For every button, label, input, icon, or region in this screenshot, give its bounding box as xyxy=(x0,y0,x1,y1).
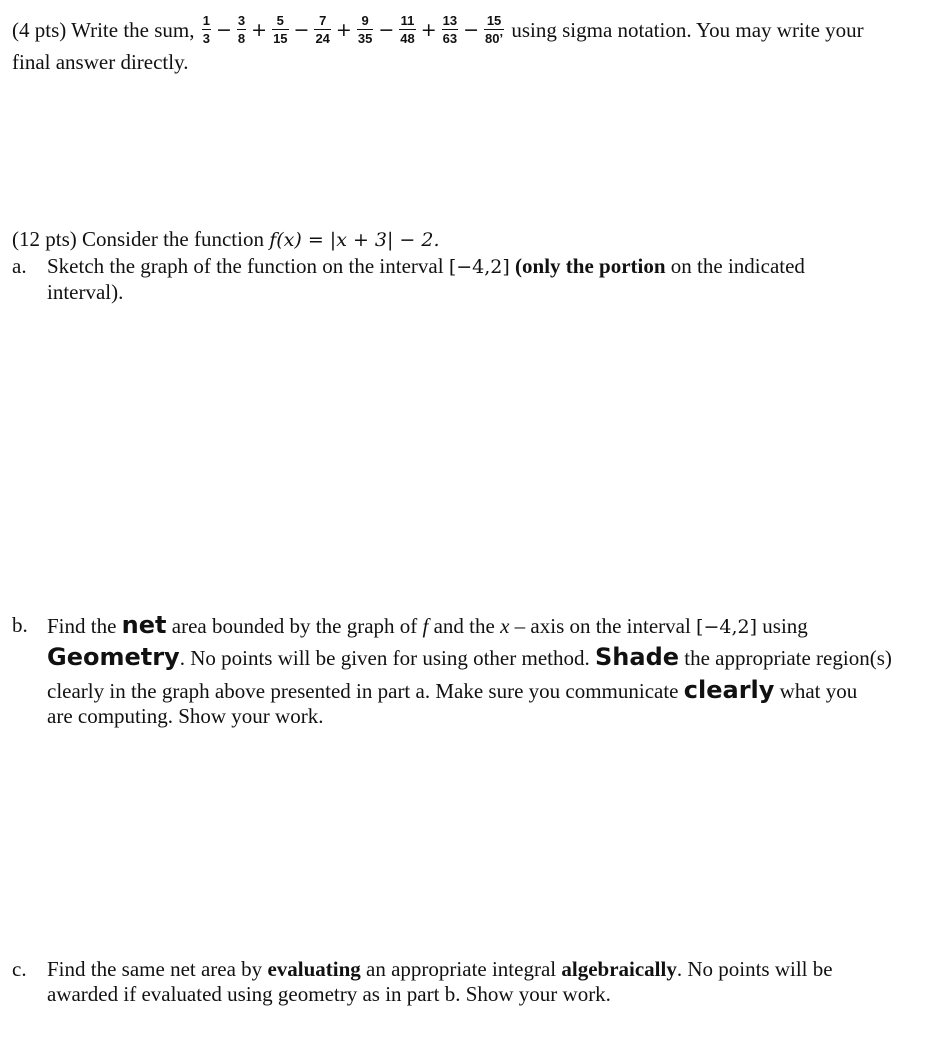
part-b-clearly: clearly xyxy=(683,676,775,704)
numerator: 5 xyxy=(272,14,288,30)
part-b-shade: Shade xyxy=(595,643,680,671)
operator: + xyxy=(251,19,268,41)
denominator: 15 xyxy=(273,31,288,46)
fraction-term xyxy=(357,14,373,46)
question-2-intro-text: (12 pts) Consider the function xyxy=(12,227,270,251)
sum-expression xyxy=(200,13,506,46)
part-c-line-1 xyxy=(47,956,833,982)
part-a-marker: a. xyxy=(12,254,27,278)
part-a-line-1 xyxy=(47,253,805,280)
fraction-term xyxy=(202,14,211,46)
part-c-marker: c. xyxy=(12,957,27,981)
question-1-prefix: (4 pts) Write the sum, xyxy=(12,17,200,42)
part-a-text: Sketch the graph of the function on the interval xyxy=(47,254,449,278)
part-b-text: Find the xyxy=(47,614,122,638)
question-1-line-1 xyxy=(12,13,864,48)
part-b-text: clearly in the graph above presented in part a. Make sure you communicate xyxy=(47,679,684,703)
operator: − xyxy=(215,19,232,41)
denominator: 48 xyxy=(400,31,415,46)
part-b-text: – axis on the interval xyxy=(509,614,697,638)
numerator: 11 xyxy=(400,13,415,28)
operator: + xyxy=(335,19,352,41)
part-a-interval: [−4,2] xyxy=(448,256,510,278)
question-2-intro xyxy=(12,226,440,253)
part-b-line-1 xyxy=(47,612,808,640)
function-definition: f(x) = |x + 3| − 2. xyxy=(269,229,440,251)
numerator: 3 xyxy=(237,13,246,28)
fraction-term xyxy=(237,14,246,46)
denominator: 63 xyxy=(442,31,458,46)
numerator: 9 xyxy=(357,14,373,30)
part-a-bold-text: (only the portion xyxy=(509,254,666,278)
denominator: 35 xyxy=(357,31,373,46)
part-b-geometry: Geometry xyxy=(47,643,180,671)
operator: − xyxy=(463,19,480,41)
part-b-interval: [−4,2] xyxy=(696,616,758,638)
part-c-line-2: awarded if evaluated using geometry as in part b. Show your work. xyxy=(47,982,611,1006)
part-c-text: an appropriate integral xyxy=(360,957,562,981)
question-1-line-2: final answer directly. xyxy=(12,50,189,74)
part-b-marker: b. xyxy=(12,613,28,637)
fraction-term xyxy=(272,14,288,46)
part-b-text: area bounded by the graph of xyxy=(166,614,423,638)
numerator: 15 xyxy=(484,14,504,30)
part-c-text: . No points will be xyxy=(676,957,833,981)
fraction-term xyxy=(399,14,415,46)
fraction-term xyxy=(314,14,330,46)
part-b-f: f xyxy=(422,614,429,638)
part-b-line-4: are computing. Show your work. xyxy=(47,704,324,728)
part-c-evaluating: evaluating xyxy=(267,957,361,981)
denominator: 80’ xyxy=(485,31,504,46)
part-b-text: using xyxy=(757,614,808,638)
denominator: 24 xyxy=(315,31,330,46)
numerator: 1 xyxy=(202,13,210,28)
part-c-text: Find the same net area by xyxy=(47,957,268,981)
question-1-suffix: using sigma notation. You may write your xyxy=(506,17,864,42)
operator: + xyxy=(420,19,437,41)
part-a-text-end: on the indicated xyxy=(665,254,805,278)
denominator: 3 xyxy=(202,31,210,46)
part-b-line-2 xyxy=(47,644,892,671)
fraction-term xyxy=(442,14,458,46)
denominator: 8 xyxy=(237,31,246,46)
part-b-x: x xyxy=(500,614,510,638)
part-b-text: and the xyxy=(428,614,501,638)
operator: − xyxy=(378,19,395,41)
part-b-text: what you xyxy=(774,679,858,703)
part-b-net: net xyxy=(121,611,167,639)
fraction-term xyxy=(484,14,504,46)
numerator: 13 xyxy=(442,13,458,28)
part-c-algebraically: algebraically xyxy=(561,957,677,981)
part-b-text: the appropriate region(s) xyxy=(679,646,892,670)
numerator: 7 xyxy=(314,14,330,30)
part-a-line-2: interval). xyxy=(47,280,124,304)
part-b-line-3 xyxy=(47,677,857,704)
operator: − xyxy=(293,19,310,41)
part-b-text: . No points will be given for using other method. xyxy=(179,646,595,670)
